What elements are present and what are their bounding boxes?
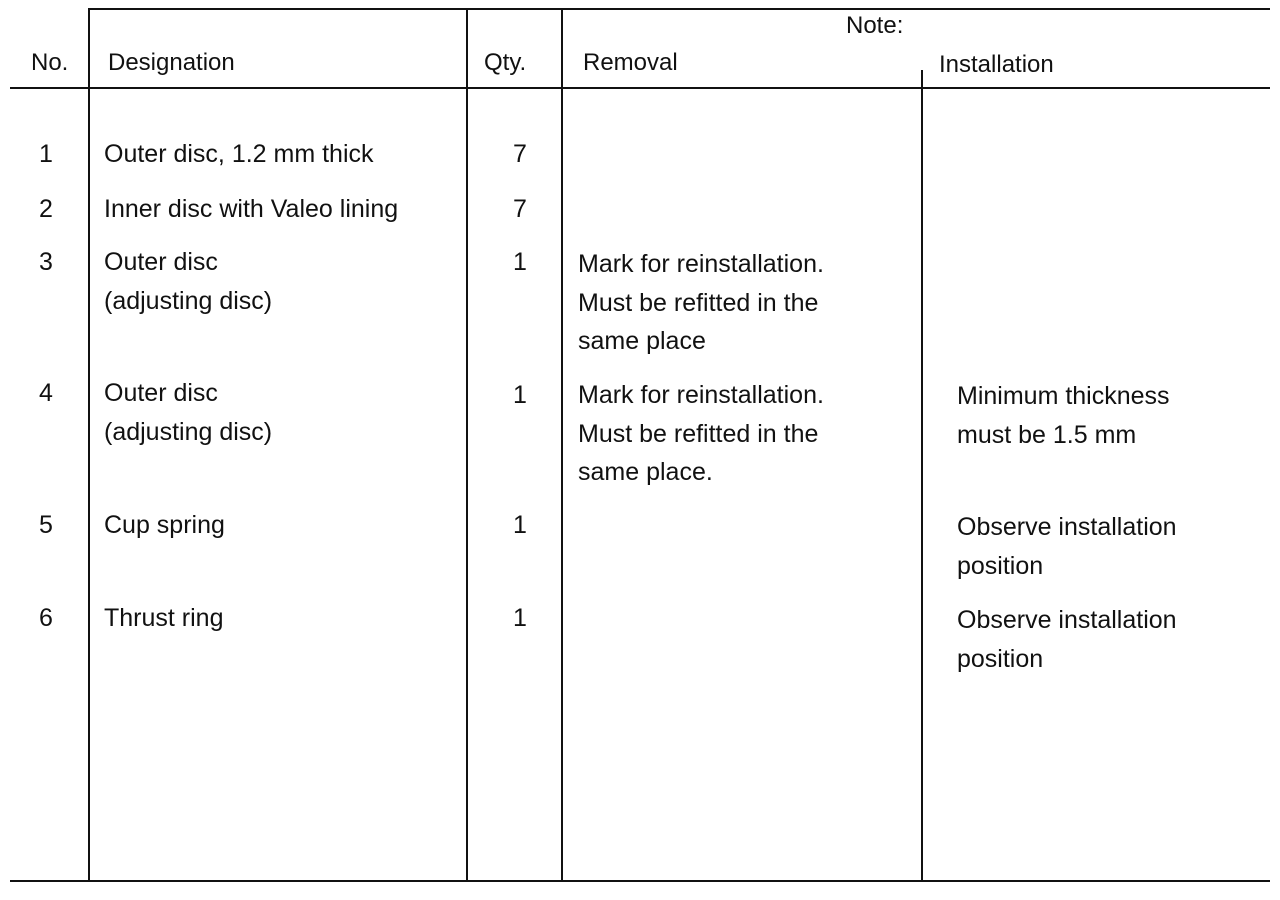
row-3-removal-line-3: same place [578,327,706,355]
col-divider-no [88,8,90,882]
row-6-qty: 1 [513,604,527,632]
row-3-designation-line-1: Outer disc [104,248,218,276]
header-note: Note: [846,12,904,39]
row-4-removal-line-3: same place. [578,458,713,486]
row-4-installation-line-2: must be 1.5 mm [957,420,1137,449]
row-4-removal-line-2: Must be refitted in the [578,419,819,448]
row-3-no: 3 [39,248,53,276]
row-2-designation: Inner disc with Valeo lining [104,195,399,223]
row-5-installation-line-1: Observe installation [957,513,1177,541]
header-removal: Removal [583,49,678,76]
header-no: No. [31,49,69,76]
row-6-designation: Thrust ring [104,604,224,632]
col-divider-removal [921,70,923,882]
row-1-qty: 7 [513,140,527,168]
header-divider [10,87,1270,89]
col-divider-designation [466,8,468,882]
header-qty: Qty. [484,49,527,76]
row-2-qty: 7 [513,195,527,223]
row-2-no: 2 [39,195,53,223]
header-installation: Installation [939,51,1054,78]
row-1-no: 1 [39,140,53,168]
row-4-designation-line-2: (adjusting disc) [104,417,273,446]
row-1-designation: Outer disc, 1.2 mm thick [104,140,374,168]
row-5-designation: Cup spring [104,511,225,539]
row-3-removal-line-2: Must be refitted in the [578,288,819,317]
row-5-installation-line-2: position [957,551,1044,580]
row-5-qty: 1 [513,511,527,539]
row-6-no: 6 [39,604,53,632]
row-3-removal-line-1: Mark for reinstallation. [578,250,824,278]
row-4-designation-line-1: Outer disc [104,379,218,407]
row-3-qty: 1 [513,248,527,276]
row-4-removal-line-1: Mark for reinstallation. [578,381,824,409]
table-top-border [89,8,1270,10]
row-6-installation-line-1: Observe installation [957,606,1177,634]
row-4-no: 4 [39,379,53,407]
col-divider-qty [561,8,563,882]
row-3-designation-line-2: (adjusting disc) [104,286,273,315]
row-4-qty: 1 [513,381,527,409]
table-bottom-border [10,880,1270,882]
row-5-no: 5 [39,511,53,539]
header-designation: Designation [108,49,235,76]
row-4-installation-line-1: Minimum thickness [957,382,1170,410]
row-6-installation-line-2: position [957,644,1044,673]
